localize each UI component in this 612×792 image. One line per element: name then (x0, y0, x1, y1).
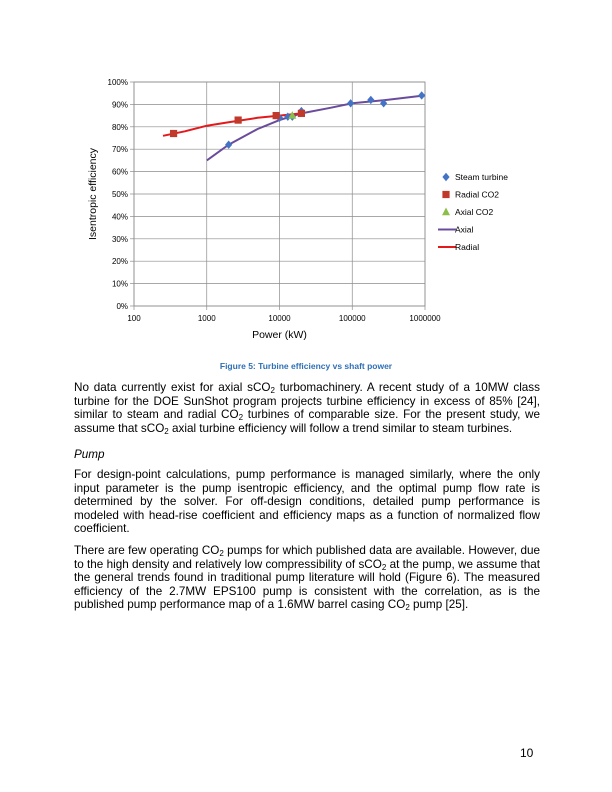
radial-co2-point (235, 116, 242, 123)
legend-axial-label: Axial (455, 224, 474, 235)
y-tick-label: 0% (116, 302, 128, 311)
legend-steam-turbine-marker (442, 173, 449, 181)
y-tick-label: 80% (111, 122, 128, 132)
radial-co2-point (298, 110, 305, 117)
steam-turbine-point (367, 96, 374, 104)
y-tick-label: 20% (111, 257, 128, 267)
legend-radial-label: Radial (455, 242, 480, 252)
x-tick-label: 10000 (268, 314, 291, 323)
axial-curve (207, 95, 425, 160)
y-tick-label: 60% (111, 167, 128, 177)
x-tick-label: 100000 (338, 314, 366, 323)
x-tick-label: 100 (127, 314, 141, 323)
legend-steam-turbine-label: Steam turbine (455, 172, 508, 182)
legend-axial-co2-marker (442, 208, 450, 216)
y-tick-label: 100% (107, 78, 128, 87)
page-number: 10 (520, 746, 534, 760)
paragraph-pump-design: For design-point calculations, pump performance is managed similarly, where the only input parameter is the pump isentropic efficiency, and the optimal pump flow rate is determined by the solver. For off-design conditions, detailed pump performance is modeled with head-rise coefficient and efficiency maps as a function of normalized flow coefficient. (74, 468, 540, 536)
steam-turbine-point (418, 91, 425, 99)
radial-co2-point (273, 112, 280, 119)
figure-caption: Figure 5: Turbine efficiency vs shaft power (219, 361, 393, 371)
y-axis-title: Isentropic efficiency (87, 147, 99, 241)
y-tick-label: 40% (111, 212, 128, 222)
x-axis-title: Power (kW) (252, 329, 307, 341)
section-heading-pump: Pump (74, 448, 105, 461)
legend-radial-co2-label: Radial CO2 (455, 189, 499, 200)
steam-turbine-point (347, 99, 354, 107)
turbine-efficiency-chart (78, 68, 518, 348)
paragraph-axial-turbomachinery: No data currently exist for axial sCO$_2$ turbomachinery. A recent study of a 10MW class turbine for the DOE SunShot program projects turbine efficiency in excess of 85% [24], similar to steam and radial $CO_2$ turbines of comparable size. For the present study, we assume that sCO$_2$ axial turbine efficiency will follow a trend similar to steam turbines. (74, 381, 540, 436)
x-tick-label: 1000000 (409, 314, 441, 323)
y-tick-label: 10% (111, 279, 128, 289)
radial-co2-point (170, 130, 177, 137)
y-tick-label: 30% (111, 234, 128, 244)
x-tick-label: 1000 (197, 314, 216, 323)
paragraph-co2-pumps: There are few operating $CO_2$ pumps for which published data are available. However, due to the high density and relatively low compressibility of sCO$_2$ at the pump, we assume that the general trends found in traditional pump literature will hold (Figure 6). The measured efficiency of the 2.7MW EPS100 pump is consistent with the correlation, as is the published pump performance map of a 1.6MW barrel casing $CO_2$ pump [25]. (74, 544, 540, 613)
legend-radial-co2-marker (442, 191, 449, 198)
y-tick-label: 70% (111, 145, 128, 155)
chart-legend (438, 172, 508, 252)
chart-series (163, 91, 425, 160)
legend-axial-co2-label: Axial CO2 (455, 207, 494, 217)
y-tick-label: 90% (111, 100, 128, 110)
y-tick-label: 50% (111, 190, 128, 199)
